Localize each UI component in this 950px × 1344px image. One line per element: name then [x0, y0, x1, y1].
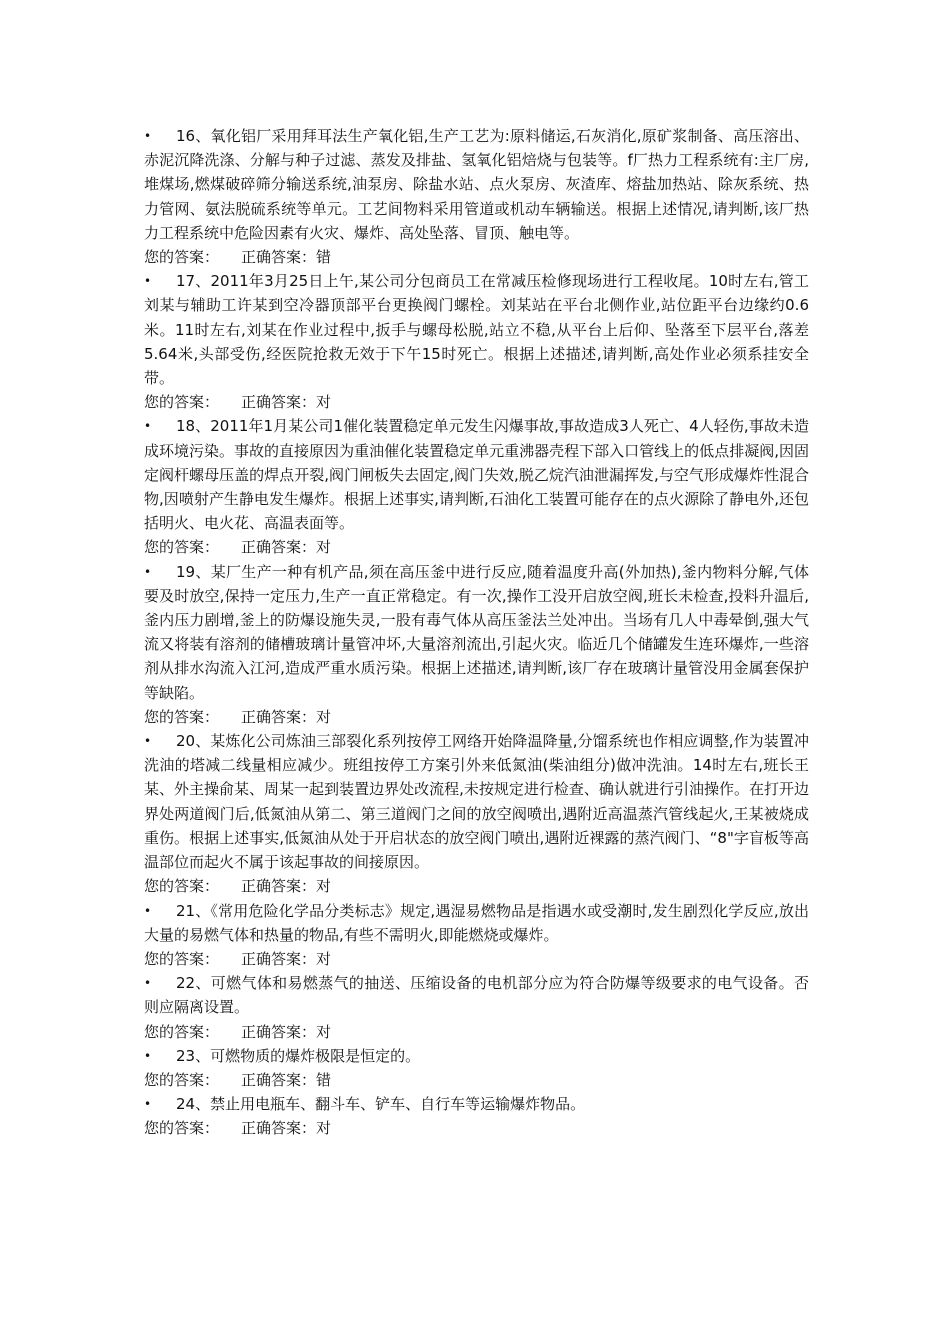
question-text — [144, 269, 809, 390]
question-item-21 — [144, 899, 809, 972]
bullet-icon: • — [144, 734, 152, 749]
your-answer-label: 您的答案： — [144, 1119, 220, 1138]
document-page — [144, 124, 809, 1141]
question-item-23 — [144, 1044, 809, 1092]
question-item-16 — [144, 124, 809, 269]
question-text — [144, 414, 809, 535]
correct-answer-value: 错 — [316, 248, 332, 267]
question-body: 23、可燃物质的爆炸极限是恒定的。 — [176, 1046, 421, 1065]
correct-answer-label: 正确答案： — [241, 1119, 317, 1138]
correct-answer-value: 对 — [316, 949, 332, 968]
answer-line — [144, 1020, 809, 1044]
correct-answer-value: 对 — [316, 1119, 332, 1138]
correct-answer-label: 正确答案： — [241, 1022, 317, 1041]
question-body: 19、某厂生产一种有机产品,须在高压釜中进行反应,随着温度升高(外加热),釜内物料分解,气体要及时放空,保持一定压力,生产一直正常稳定。有一次,操作工没开启放空阀,班长未检查,投料升温后,釜内压力剧增,釜上的防爆设施失灵,一股有毒气体从高压釜法兰处冲出。当场有几人中毒晕倒,强大气流又将装有溶剂的储槽玻璃计量管冲坏,大量溶剂流出,引起火灾。临近几个储罐发生连环爆炸,一些溶剂从排水沟流入江河,造成严重水质污染。根据上述描述,请判断,该厂存在玻璃计量管没用金属套保护等缺陷。 — [144, 562, 809, 702]
your-answer-label: 您的答案： — [144, 707, 220, 726]
answer-line — [144, 245, 809, 269]
correct-answer-value: 错 — [316, 1070, 332, 1089]
question-body: 22、可燃气体和易燃蒸气的抽送、压缩设备的电机部分应为符合防爆等级要求的电气设备。否则应隔离设置。 — [144, 974, 809, 1017]
bullet-icon: • — [144, 903, 152, 918]
your-answer-label: 您的答案： — [144, 393, 220, 412]
question-item-22 — [144, 971, 809, 1044]
correct-answer-value: 对 — [316, 393, 332, 412]
question-item-18 — [144, 414, 809, 559]
your-answer-label: 您的答案： — [144, 1070, 220, 1089]
correct-answer-label: 正确答案： — [241, 877, 317, 896]
question-item-24 — [144, 1092, 809, 1140]
question-body: 20、某炼化公司炼油三部裂化系列按停工网络开始降温降量,分馏系统也作相应调整,作为装置冲洗油的塔减二线量相应减少。班组按停工方案引外来低氮油(柴油组分)做冲洗油。14时左右,班长王某、外主操俞某、周某一起到装置边界处改流程,未按规定进行检查、确认就进行引油操作。在打开边界处两道阀门后,低氮油从第二、第三道阀门之间的放空阀喷出,遇附近高温蒸汽管线起火,王某被烧成重伤。根据上述事实,低氮油从处于开启状态的放空阀门喷出,遇附近裸露的蒸汽阀门、“8"字盲板等高温部位而起火不属于该起事故的间接原因。 — [144, 732, 809, 872]
question-text — [144, 1044, 809, 1068]
question-item-17 — [144, 269, 809, 414]
question-body: 16、氧化铝厂采用拜耳法生产氧化铝,生产工艺为:原料储运,石灰消化,原矿浆制备、高压溶出、赤泥沉降洗涤、分解与种子过滤、蒸发及排盐、氢氧化铝焙烧与包装等。f厂热力工程系统有:主厂房,堆煤场,燃煤破碎筛分输送系统,油泵房、除盐水站、点火泵房、灰渣库、熔盐加热站、除灰系统、热力管网、氨法脱硫系统等单元。工艺间物料采用管道或机动车辆输送。根据上述情况,请判断,该厂热力工程系统中危险因素有火灾、爆炸、高处坠落、冒顶、触电等。 — [144, 127, 809, 242]
bullet-icon: • — [144, 419, 152, 434]
your-answer-label: 您的答案： — [144, 1022, 220, 1041]
correct-answer-label: 正确答案： — [241, 248, 317, 267]
bullet-icon: • — [144, 274, 152, 289]
bullet-icon: • — [144, 1048, 152, 1063]
bullet-icon: • — [144, 976, 152, 991]
answer-line — [144, 535, 809, 559]
answer-line — [144, 947, 809, 971]
question-item-19 — [144, 560, 809, 729]
your-answer-label: 您的答案： — [144, 877, 220, 896]
question-body: 21、《常用危险化学品分类标志》规定,遇湿易燃物品是指遇水或受潮时,发生剧烈化学反应,放出大量的易燃气体和热量的物品,有些不需明火,即能燃烧或爆炸。 — [144, 901, 809, 944]
correct-answer-label: 正确答案： — [241, 1070, 317, 1089]
answer-line — [144, 874, 809, 898]
question-text — [144, 729, 809, 874]
answer-line — [144, 390, 809, 414]
question-body: 24、禁止用电瓶车、翻斗车、铲车、自行车等运输爆炸物品。 — [176, 1095, 586, 1114]
correct-answer-label: 正确答案： — [241, 538, 317, 557]
correct-answer-label: 正确答案： — [241, 949, 317, 968]
question-text — [144, 899, 809, 947]
question-item-20 — [144, 729, 809, 898]
bullet-icon: • — [144, 1097, 152, 1112]
question-text — [144, 560, 809, 705]
question-body: 17、2011年3月25日上午,某公司分包商员工在常减压检修现场进行工程收尾。10时左右,管工刘某与辅助工许某到空冷器顶部平台更换阀门螺栓。刘某站在平台北侧作业,站位距平台边缘约0.6米。11时左右,刘某在作业过程中,扳手与螺母松脱,站立不稳,从平台上后仰、坠落至下层平台,落差5.64米,头部受伤,经医院抢救无效于下午15时死亡。根据上述描述,请判断,高处作业必须系挂安全带。 — [144, 272, 809, 388]
correct-answer-label: 正确答案： — [241, 707, 317, 726]
correct-answer-value: 对 — [316, 538, 332, 557]
your-answer-label: 您的答案： — [144, 248, 220, 267]
answer-line — [144, 705, 809, 729]
question-text — [144, 1092, 809, 1116]
question-text — [144, 971, 809, 1019]
question-body: 18、2011年1月某公司1催化装置稳定单元发生闪爆事故,事故造成3人死亡、4人轻伤,事故未造成环境污染。事故的直接原因为重油催化装置稳定单元重沸器壳程下部入口管线上的低点排凝阀,因固定阀杆螺母压盖的焊点开裂,阀门闸板失去固定,阀门失效,脱乙烷汽油泄漏挥发,与空气形成爆炸性混合物,因喷射产生静电发生爆炸。根据上述事实,请判断,石油化工装置可能存在的点火源除了静电外,还包括明火、电火花、高温表面等。 — [144, 417, 809, 533]
correct-answer-value: 对 — [316, 707, 332, 726]
your-answer-label: 您的答案： — [144, 949, 220, 968]
bullet-icon: • — [144, 129, 152, 143]
bullet-icon: • — [144, 564, 152, 579]
answer-line — [144, 1116, 809, 1140]
question-text — [144, 124, 809, 245]
correct-answer-value: 对 — [316, 1022, 332, 1041]
your-answer-label: 您的答案： — [144, 538, 220, 557]
correct-answer-label: 正确答案： — [241, 393, 317, 412]
answer-line — [144, 1068, 809, 1092]
correct-answer-value: 对 — [316, 877, 332, 896]
